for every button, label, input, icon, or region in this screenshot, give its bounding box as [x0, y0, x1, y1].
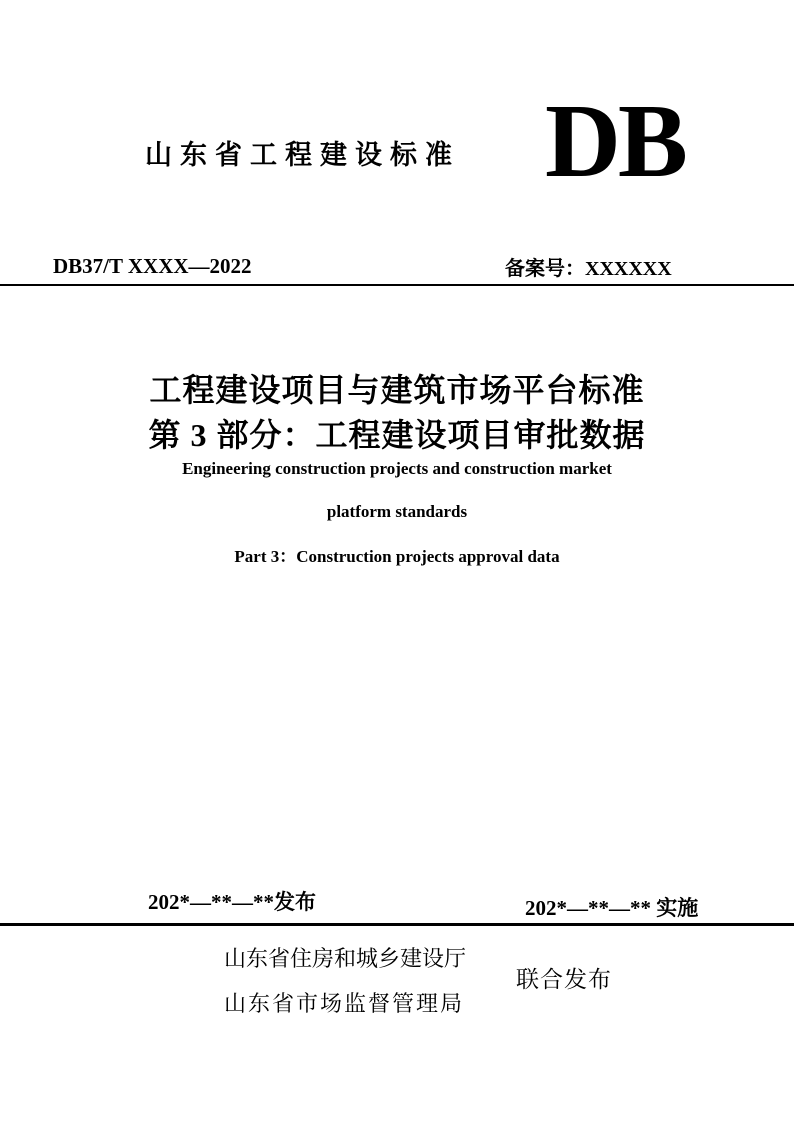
title-en-line2: platform standards	[326, 502, 468, 521]
implementation-date: 202*—**—** 实施	[525, 896, 699, 920]
publisher-org-1: 山东省住房和城乡建设厅	[224, 946, 467, 971]
footer-divider	[0, 923, 794, 926]
publisher-org-2: 山东省市场监督管理局	[224, 991, 465, 1016]
standard-code: DB37/T XXXX—2022	[53, 254, 252, 278]
title-en-line1: Engineering construction projects and construction market	[182, 459, 612, 478]
title-zh-line2: 第 3 部分：工程建设项目审批数据	[148, 417, 646, 453]
issue-date: 202*—**—**发布	[148, 890, 316, 914]
header-divider	[0, 284, 794, 286]
title-zh-line1: 工程建设项目与建筑市场平台标准	[149, 372, 645, 408]
record-number: 备案号：XXXXXX	[505, 258, 672, 280]
joint-release-label: 联合发布	[516, 967, 612, 992]
db-logo: DB	[545, 82, 685, 199]
title-en-line3: Part 3：Construction projects approval data	[234, 547, 560, 566]
standard-category-label: 山东省工程建设标准	[145, 140, 460, 170]
